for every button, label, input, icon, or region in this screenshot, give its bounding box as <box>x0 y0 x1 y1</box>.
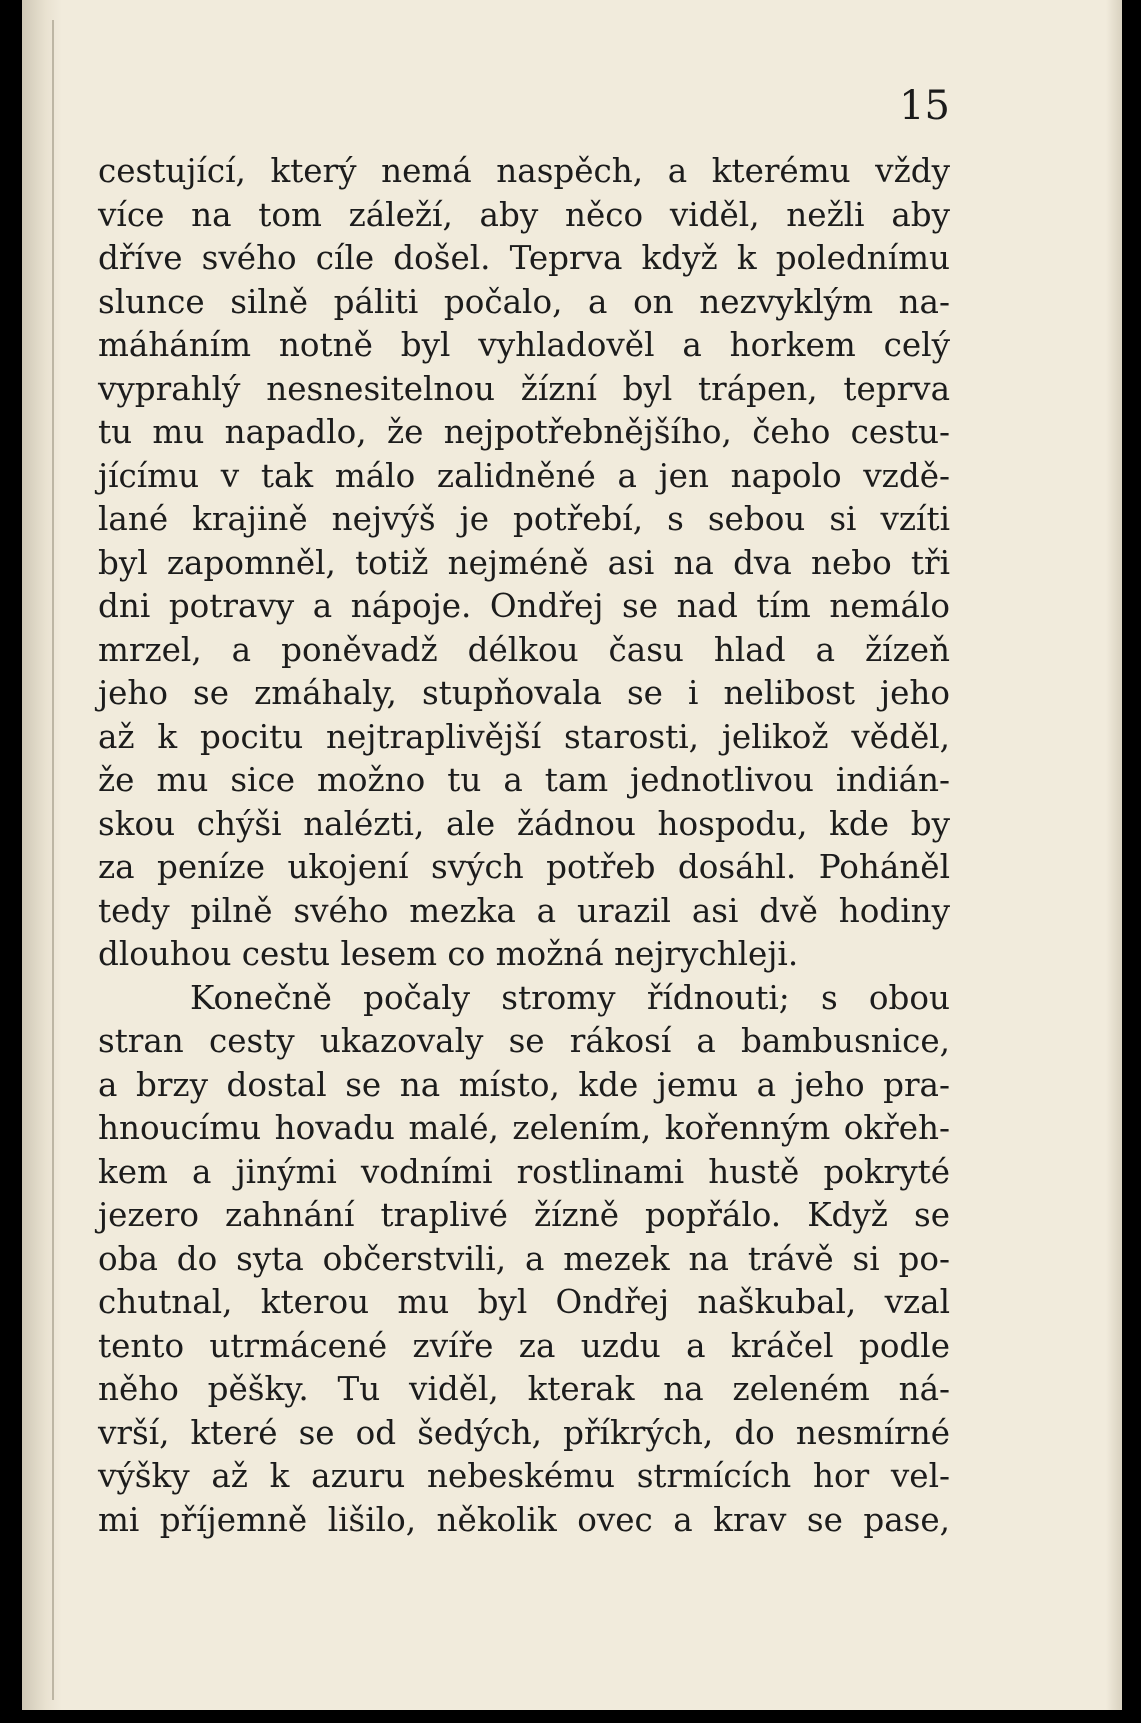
text-line: tento utrmácené zvíře za uzdu a kráčel podle <box>98 1326 950 1365</box>
binding-shadow <box>22 0 62 1710</box>
text-line: že mu sice možno tu a tam jednotlivou indián- <box>98 761 950 799</box>
binding-line <box>52 20 54 1700</box>
text-line: jezero zahnání traplivé žízně popřálo. Když se <box>98 1196 950 1234</box>
paragraph-start-line: Konečně počaly stromy řídnouti; s obou <box>190 978 950 1017</box>
text-line: a brzy dostal se na místo, kde jemu a jeho pra- <box>98 1065 950 1104</box>
text-line: chutnal, kterou mu byl Ondřej naškubal, vzal <box>98 1283 950 1321</box>
text-line: byl zapomněl, totiž nejméně asi na dva nebo tři <box>98 543 950 582</box>
text-line: výšky až k azuru nebeskému strmících hor vel- <box>98 1457 950 1495</box>
paragraph-end-line: dlouhou cestu lesem co možná nejrychleji. <box>98 935 799 973</box>
text-line: hnoucímu hovadu malé, zelením, kořenným okřeh- <box>98 1109 950 1147</box>
book-page <box>22 0 1122 1710</box>
text-line: tedy pilně svého mezka a urazil asi dvě hodiny <box>98 891 950 930</box>
text-line: tu mu napadlo, že nejpotřebnějšího, čeho cestu- <box>98 413 950 451</box>
text-line: skou chýši nalézti, ale žádnou hospodu, kde by <box>98 804 950 843</box>
text-line: oba do syta občerstvili, a mezek na trávě si po- <box>98 1239 950 1278</box>
page-number: 15 <box>899 83 950 129</box>
text-line: kem a jinými vodními rostlinami hustě pokryté <box>98 1152 950 1191</box>
text-line: slunce silně páliti počalo, a on nezvyklým na- <box>98 282 950 321</box>
text-line: něho pěšky. Tu viděl, kterak na zeleném ná- <box>98 1370 950 1408</box>
text-line: dni potravy a nápoje. Ondřej se nad tím nemálo <box>98 587 950 625</box>
page-edge-shadow <box>1106 0 1122 1710</box>
text-line: za peníze ukojení svých potřeb dosáhl. Poháněl <box>98 848 950 886</box>
text-line: stran cesty ukazovaly se rákosí a bambusnice, <box>98 1022 950 1060</box>
text-line: více na tom záleží, aby něco viděl, nežli aby <box>98 195 950 234</box>
text-line: vrší, které se od šedých, příkrých, do nesmírné <box>98 1413 950 1452</box>
body-text <box>98 150 950 1542</box>
text-line: lané krajině nejvýš je potřebí, s sebou si vzíti <box>98 500 950 538</box>
text-line: vyprahlý nesnesitelnou žízní byl trápen, teprva <box>98 369 950 408</box>
text-line: dříve svého cíle došel. Teprva když k polednímu <box>98 239 950 277</box>
text-line: máháním notně byl vyhladověl a horkem celý <box>98 326 950 364</box>
text-line: jícímu v tak málo zalidněné a jen napolo vzdě- <box>98 456 950 495</box>
text-line: mi příjemně lišilo, několik ovec a krav se pase, <box>98 1500 950 1539</box>
text-line: mrzel, a poněvadž délkou času hlad a žízeň <box>98 630 950 669</box>
text-line: cestující, který nemá naspěch, a kterému vždy <box>98 152 950 190</box>
text-line: jeho se zmáhaly, stupňovala se i nelibost jeho <box>98 674 950 712</box>
text-line: až k pocitu nejtraplivější starosti, jelikož věděl, <box>98 717 950 756</box>
